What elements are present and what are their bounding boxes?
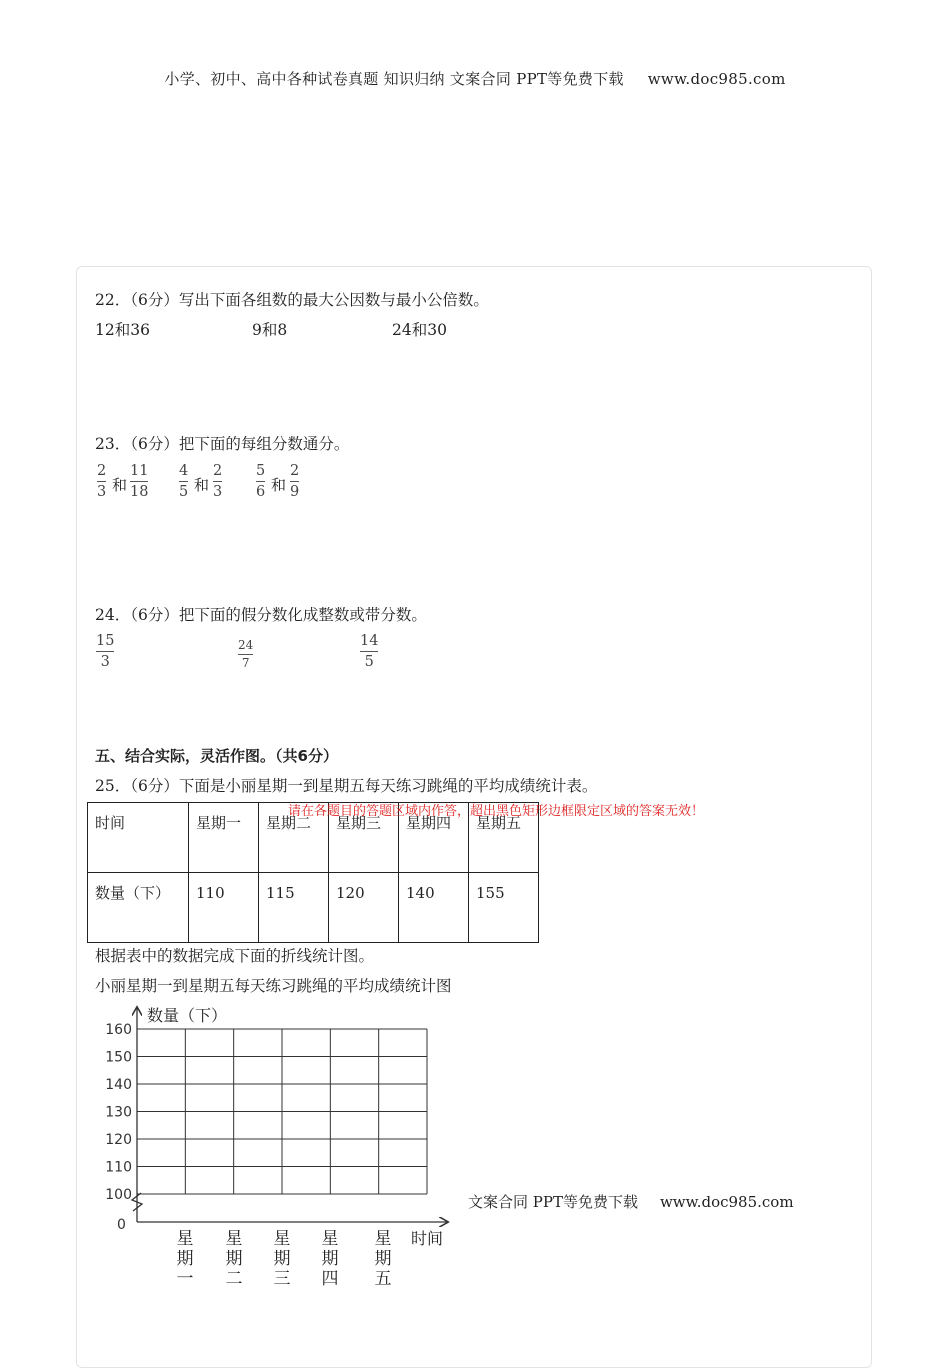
y-tick-label: 100 (105, 1187, 132, 1203)
fraction: 24 7 (238, 638, 254, 670)
x-axis-label: 时间 (411, 1229, 444, 1248)
x-tick-label: 期 (273, 1249, 291, 1269)
fraction: 5 6 (256, 463, 266, 500)
x-tick-label: 期 (225, 1249, 243, 1269)
fraction: 2 9 (290, 463, 300, 500)
header-site[interactable]: www.doc985.com (647, 70, 786, 88)
connector: 和 (112, 476, 128, 494)
origin-label: 0 (117, 1217, 126, 1233)
y-tick-label: 110 (105, 1159, 132, 1176)
q24-title: 24．（6分）把下面的假分数化成整数或带分数。 (95, 606, 427, 624)
table-cell: 星期五 (469, 803, 539, 873)
y-tick-label: 150 (105, 1049, 132, 1066)
x-tick-label: 五 (374, 1269, 392, 1289)
q25-instruction: 根据表中的数据完成下面的折线统计图。 (95, 947, 375, 965)
y-axis-label: 数量（下） (147, 1006, 228, 1025)
x-tick-label: 星 (321, 1229, 339, 1249)
header-text: 小学、初中、高中各种试卷真题 知识归纳 文案合同 PPT等免费下载 (164, 70, 624, 88)
table-cell: 时间 (88, 803, 189, 873)
table-cell: 140 (399, 873, 469, 943)
y-tick-label: 120 (105, 1132, 132, 1148)
x-tick-label: 星 (374, 1229, 392, 1249)
x-tick-label: 三 (273, 1269, 291, 1289)
fraction: 14 5 (360, 633, 379, 670)
stats-table (87, 802, 539, 943)
x-tick-label: 二 (225, 1269, 243, 1289)
table-cell: 星期三 (329, 803, 399, 873)
page-footer (468, 1191, 794, 1212)
table-cell: 115 (259, 873, 329, 943)
table-cell: 155 (469, 873, 539, 943)
table-cell: 120 (329, 873, 399, 943)
chart-caption: 小丽星期一到星期五每天练习跳绳的平均成绩统计图 (95, 977, 452, 995)
q22-item: 9和8 (252, 321, 288, 339)
q25-title: 25．（6分）下面是小丽星期一到星期五每天练习跳绳的平均成绩统计表。 (95, 777, 598, 795)
fraction: 2 3 (213, 463, 223, 500)
table-row (88, 873, 539, 943)
q22-item: 12和36 (95, 321, 150, 339)
q22-title: 22．（6分）写出下面各组数的最大公因数与最小公倍数。 (95, 291, 489, 309)
x-tick-label: 一 (176, 1269, 194, 1289)
axis-break-mark (132, 1193, 142, 1211)
line-chart (95, 1000, 495, 1300)
warning-text: 请在各题目的答题区域内作答，超出黑色矩形边框限定区域的答案无效！ (288, 804, 705, 819)
footer-site[interactable]: www.doc985.com (659, 1193, 794, 1211)
x-tick-label: 星 (176, 1229, 194, 1249)
x-tick-label: 期 (321, 1249, 339, 1269)
y-tick-label: 140 (105, 1077, 132, 1093)
page-header (0, 68, 950, 89)
table-cell: 星期一 (189, 803, 259, 873)
q22-item: 24和30 (392, 321, 447, 339)
x-tick-label: 星 (225, 1229, 243, 1249)
fraction: 15 3 (96, 633, 115, 670)
x-tick-label: 星 (273, 1229, 291, 1249)
table-cell: 星期四 (399, 803, 469, 873)
footer-text: 文案合同 PPT等免费下载 (468, 1193, 638, 1211)
y-tick-label: 130 (105, 1104, 132, 1121)
table-cell: 数量（下） (88, 873, 189, 943)
q23-title: 23．（6分）把下面的每组分数通分。 (95, 435, 350, 453)
x-tick-label: 期 (374, 1249, 392, 1269)
connector: 和 (194, 476, 210, 494)
connector: 和 (271, 476, 287, 494)
table-cell: 110 (189, 873, 259, 943)
fraction: 2 3 (97, 463, 107, 500)
y-tick-label: 160 (105, 1022, 132, 1038)
section-title: 五、结合实际，灵活作图。（共6分） (95, 747, 338, 765)
x-tick-label: 四 (321, 1269, 339, 1289)
table-cell: 星期二 (259, 803, 329, 873)
fraction: 11 18 (130, 463, 149, 500)
x-tick-label: 期 (176, 1249, 194, 1269)
fraction: 4 5 (179, 463, 189, 500)
